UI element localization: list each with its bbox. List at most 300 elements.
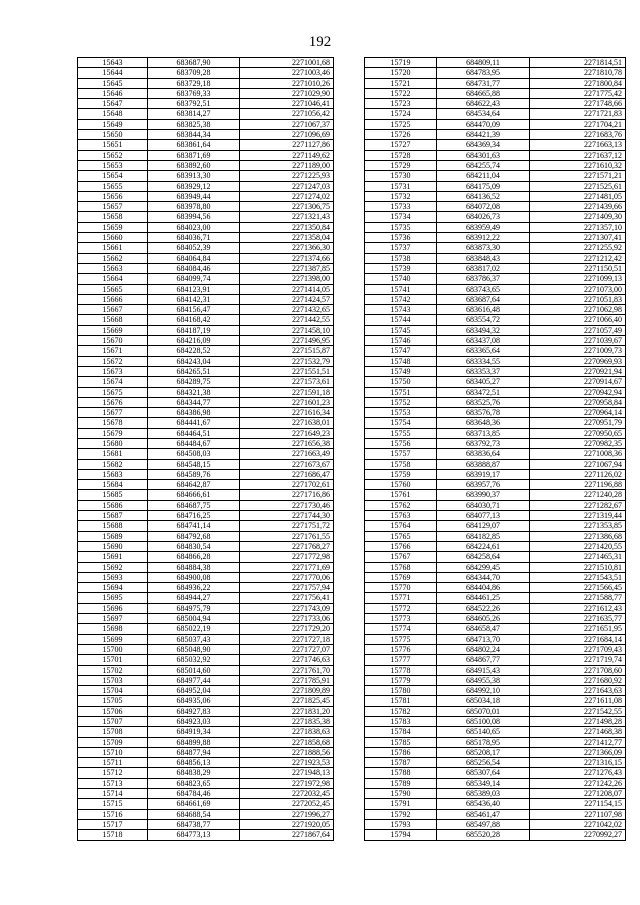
y-coordinate-cell: 2271496,95 — [240, 336, 334, 346]
x-coordinate-cell: 685022,19 — [148, 624, 240, 634]
table-row — [365, 78, 626, 88]
x-coordinate-cell: 683919,17 — [437, 469, 530, 479]
x-coordinate-cell: 683814,27 — [148, 109, 240, 119]
y-coordinate-cell: 2272032,45 — [240, 789, 334, 799]
table-row — [78, 233, 334, 243]
y-coordinate-cell: 2271439,66 — [530, 202, 626, 212]
coordinates-table-left — [77, 57, 334, 841]
point-number-cell: 15770 — [365, 583, 437, 593]
y-coordinate-cell: 2271001,68 — [240, 58, 334, 68]
x-coordinate-cell: 684642,87 — [148, 480, 240, 490]
table-row — [78, 366, 334, 376]
x-coordinate-cell: 684211,04 — [437, 171, 530, 181]
table-row — [365, 284, 626, 294]
y-coordinate-cell: 2271274,02 — [240, 191, 334, 201]
x-coordinate-cell: 684484,67 — [148, 438, 240, 448]
point-number-cell: 15741 — [365, 284, 437, 294]
point-number-cell: 15698 — [78, 624, 148, 634]
y-coordinate-cell: 2270951,79 — [530, 418, 626, 428]
y-coordinate-cell: 2271247,03 — [240, 181, 334, 191]
y-coordinate-cell: 2271127,86 — [240, 140, 334, 150]
x-coordinate-cell: 685070,01 — [437, 706, 530, 716]
y-coordinate-cell: 2271481,05 — [530, 191, 626, 201]
table-row — [78, 88, 334, 98]
point-number-cell: 15744 — [365, 315, 437, 325]
x-coordinate-cell: 683994,56 — [148, 212, 240, 222]
x-coordinate-cell: 684123,91 — [148, 284, 240, 294]
y-coordinate-cell: 2271611,08 — [530, 696, 626, 706]
x-coordinate-cell: 685461,47 — [437, 809, 530, 819]
point-number-cell: 15708 — [78, 727, 148, 737]
x-coordinate-cell: 684741,14 — [148, 521, 240, 531]
x-coordinate-cell: 684243,04 — [148, 356, 240, 366]
y-coordinate-cell: 2271468,38 — [530, 727, 626, 737]
table-row — [365, 789, 626, 799]
table-row — [78, 408, 334, 418]
y-coordinate-cell: 2271637,12 — [530, 150, 626, 160]
x-coordinate-cell: 684923,03 — [148, 717, 240, 727]
y-coordinate-cell: 2271003,46 — [240, 68, 334, 78]
point-number-cell: 15729 — [365, 160, 437, 170]
x-coordinate-cell: 684441,67 — [148, 418, 240, 428]
y-coordinate-cell: 2271066,40 — [530, 315, 626, 325]
point-number-cell: 15672 — [78, 356, 148, 366]
point-number-cell: 15680 — [78, 438, 148, 448]
y-coordinate-cell: 2271743,09 — [240, 603, 334, 613]
point-number-cell: 15767 — [365, 552, 437, 562]
point-number-cell: 15720 — [365, 68, 437, 78]
point-number-cell: 15693 — [78, 572, 148, 582]
point-number-cell: 15686 — [78, 500, 148, 510]
x-coordinate-cell: 684142,31 — [148, 294, 240, 304]
x-coordinate-cell: 684026,73 — [437, 212, 530, 222]
x-coordinate-cell: 684299,45 — [437, 562, 530, 572]
y-coordinate-cell: 2271543,51 — [530, 572, 626, 582]
y-coordinate-cell: 2271835,38 — [240, 717, 334, 727]
x-coordinate-cell: 685048,90 — [148, 644, 240, 654]
table-row — [78, 68, 334, 78]
point-number-cell: 15738 — [365, 253, 437, 263]
point-number-cell: 15673 — [78, 366, 148, 376]
table-row — [365, 274, 626, 284]
point-number-cell: 15724 — [365, 109, 437, 119]
table-row — [78, 644, 334, 654]
point-number-cell: 15671 — [78, 346, 148, 356]
x-coordinate-cell: 683888,87 — [437, 459, 530, 469]
page-number: 192 — [308, 34, 332, 50]
point-number-cell: 15651 — [78, 140, 148, 150]
point-number-cell: 15723 — [365, 99, 437, 109]
y-coordinate-cell: 2271683,76 — [530, 130, 626, 140]
point-number-cell: 15694 — [78, 583, 148, 593]
y-coordinate-cell: 2271663,49 — [240, 449, 334, 459]
point-number-cell: 15707 — [78, 717, 148, 727]
table-row — [365, 68, 626, 78]
x-coordinate-cell: 684900,08 — [148, 572, 240, 582]
y-coordinate-cell: 2271651,95 — [530, 624, 626, 634]
table-row — [78, 212, 334, 222]
table-row — [78, 634, 334, 644]
x-coordinate-cell: 684470,09 — [437, 119, 530, 129]
point-number-cell: 15730 — [365, 171, 437, 181]
table-row — [365, 366, 626, 376]
x-coordinate-cell: 684187,19 — [148, 325, 240, 335]
y-coordinate-cell: 2271009,73 — [530, 346, 626, 356]
x-coordinate-cell: 685256,54 — [437, 758, 530, 768]
point-number-cell: 15643 — [78, 58, 148, 68]
x-coordinate-cell: 684508,03 — [148, 449, 240, 459]
y-coordinate-cell: 2271458,10 — [240, 325, 334, 335]
point-number-cell: 15788 — [365, 768, 437, 778]
y-coordinate-cell: 2271785,91 — [240, 675, 334, 685]
y-coordinate-cell: 2271727,18 — [240, 634, 334, 644]
x-coordinate-cell: 683472,51 — [437, 387, 530, 397]
x-coordinate-cell: 684856,13 — [148, 758, 240, 768]
table-row — [365, 675, 626, 685]
point-number-cell: 15661 — [78, 243, 148, 253]
point-number-cell: 15762 — [365, 500, 437, 510]
x-coordinate-cell: 684877,94 — [148, 747, 240, 757]
y-coordinate-cell: 2271748,66 — [530, 99, 626, 109]
x-coordinate-cell: 683990,37 — [437, 490, 530, 500]
table-row — [78, 418, 334, 428]
table-row — [78, 624, 334, 634]
point-number-cell: 15696 — [78, 603, 148, 613]
x-coordinate-cell: 683437,08 — [437, 336, 530, 346]
x-coordinate-cell: 684534,64 — [437, 109, 530, 119]
x-coordinate-cell: 684129,07 — [437, 521, 530, 531]
point-number-cell: 15722 — [365, 88, 437, 98]
point-number-cell: 15702 — [78, 665, 148, 675]
y-coordinate-cell: 2271761,70 — [240, 665, 334, 675]
y-coordinate-cell: 2271601,23 — [240, 397, 334, 407]
y-coordinate-cell: 2271242,26 — [530, 778, 626, 788]
y-coordinate-cell: 2271972,98 — [240, 778, 334, 788]
point-number-cell: 15784 — [365, 727, 437, 737]
y-coordinate-cell: 2271276,43 — [530, 768, 626, 778]
x-coordinate-cell: 683365,64 — [437, 346, 530, 356]
point-number-cell: 15765 — [365, 531, 437, 541]
y-coordinate-cell: 2271573,61 — [240, 377, 334, 387]
x-coordinate-cell: 684792,68 — [148, 531, 240, 541]
point-number-cell: 15772 — [365, 603, 437, 613]
point-number-cell: 15774 — [365, 624, 437, 634]
point-number-cell: 15644 — [78, 68, 148, 78]
x-coordinate-cell: 683978,80 — [148, 202, 240, 212]
table-row — [365, 315, 626, 325]
table-row — [365, 541, 626, 551]
x-coordinate-cell: 684404,86 — [437, 583, 530, 593]
point-number-cell: 15737 — [365, 243, 437, 253]
y-coordinate-cell: 2271442,55 — [240, 315, 334, 325]
table-row — [78, 603, 334, 613]
x-coordinate-cell: 683769,33 — [148, 88, 240, 98]
point-number-cell: 15778 — [365, 665, 437, 675]
y-coordinate-cell: 2271810,78 — [530, 68, 626, 78]
y-coordinate-cell: 2271357,10 — [530, 222, 626, 232]
point-number-cell: 15768 — [365, 562, 437, 572]
table-row — [78, 696, 334, 706]
y-coordinate-cell: 2271212,42 — [530, 253, 626, 263]
y-coordinate-cell: 2271046,41 — [240, 99, 334, 109]
table-row — [78, 397, 334, 407]
point-number-cell: 15745 — [365, 325, 437, 335]
y-coordinate-cell: 2271680,92 — [530, 675, 626, 685]
x-coordinate-cell: 683687,90 — [148, 58, 240, 68]
x-coordinate-cell: 683494,32 — [437, 325, 530, 335]
point-number-cell: 15648 — [78, 109, 148, 119]
table-row — [365, 778, 626, 788]
x-coordinate-cell: 684622,43 — [437, 99, 530, 109]
table-row — [365, 830, 626, 840]
table-row — [365, 397, 626, 407]
y-coordinate-cell: 2271240,28 — [530, 490, 626, 500]
y-coordinate-cell: 2271039,67 — [530, 336, 626, 346]
y-coordinate-cell: 2271588,77 — [530, 593, 626, 603]
point-number-cell: 15779 — [365, 675, 437, 685]
point-number-cell: 15670 — [78, 336, 148, 346]
point-number-cell: 15685 — [78, 490, 148, 500]
x-coordinate-cell: 683709,28 — [148, 68, 240, 78]
y-coordinate-cell: 2271612,43 — [530, 603, 626, 613]
x-coordinate-cell: 684036,71 — [148, 233, 240, 243]
x-coordinate-cell: 684936,22 — [148, 583, 240, 593]
point-number-cell: 15740 — [365, 274, 437, 284]
table-row — [365, 634, 626, 644]
point-number-cell: 15690 — [78, 541, 148, 551]
table-row — [78, 356, 334, 366]
x-coordinate-cell: 684919,34 — [148, 727, 240, 737]
table-row — [365, 253, 626, 263]
point-number-cell: 15734 — [365, 212, 437, 222]
y-coordinate-cell: 2271649,23 — [240, 428, 334, 438]
x-coordinate-cell: 683817,02 — [437, 263, 530, 273]
y-coordinate-cell: 2271948,13 — [240, 768, 334, 778]
point-number-cell: 15657 — [78, 202, 148, 212]
y-coordinate-cell: 2270914,67 — [530, 377, 626, 387]
point-number-cell: 15681 — [78, 449, 148, 459]
table-row — [78, 531, 334, 541]
table-row — [78, 171, 334, 181]
x-coordinate-cell: 685014,60 — [148, 665, 240, 675]
y-coordinate-cell: 2271208,07 — [530, 789, 626, 799]
y-coordinate-cell: 2271306,75 — [240, 202, 334, 212]
point-number-cell: 15783 — [365, 717, 437, 727]
x-coordinate-cell: 683825,38 — [148, 119, 240, 129]
point-number-cell: 15731 — [365, 181, 437, 191]
x-coordinate-cell: 683871,69 — [148, 150, 240, 160]
x-coordinate-cell: 684977,44 — [148, 675, 240, 685]
y-coordinate-cell: 2271838,63 — [240, 727, 334, 737]
point-number-cell: 15748 — [365, 356, 437, 366]
y-coordinate-cell: 2271709,43 — [530, 644, 626, 654]
point-number-cell: 15662 — [78, 253, 148, 263]
x-coordinate-cell: 684369,34 — [437, 140, 530, 150]
x-coordinate-cell: 684823,65 — [148, 778, 240, 788]
table-row — [365, 171, 626, 181]
point-number-cell: 15771 — [365, 593, 437, 603]
point-number-cell: 15712 — [78, 768, 148, 778]
y-coordinate-cell: 2271319,44 — [530, 511, 626, 521]
y-coordinate-cell: 2271770,06 — [240, 572, 334, 582]
point-number-cell: 15684 — [78, 480, 148, 490]
point-number-cell: 15753 — [365, 408, 437, 418]
y-coordinate-cell: 2271888,56 — [240, 747, 334, 757]
y-coordinate-cell: 2271358,04 — [240, 233, 334, 243]
x-coordinate-cell: 685349,14 — [437, 778, 530, 788]
point-number-cell: 15660 — [78, 233, 148, 243]
point-number-cell: 15649 — [78, 119, 148, 129]
table-row — [365, 665, 626, 675]
y-coordinate-cell: 2271073,00 — [530, 284, 626, 294]
x-coordinate-cell: 684784,46 — [148, 789, 240, 799]
table-row — [365, 624, 626, 634]
point-number-cell: 15689 — [78, 531, 148, 541]
table-row — [365, 480, 626, 490]
table-row — [365, 459, 626, 469]
table-row — [78, 58, 334, 68]
table-row — [78, 119, 334, 129]
y-coordinate-cell: 2271350,84 — [240, 222, 334, 232]
point-number-cell: 15711 — [78, 758, 148, 768]
point-number-cell: 15667 — [78, 305, 148, 315]
x-coordinate-cell: 684030,71 — [437, 500, 530, 510]
x-coordinate-cell: 685140,65 — [437, 727, 530, 737]
x-coordinate-cell: 683743,65 — [437, 284, 530, 294]
table-row — [365, 99, 626, 109]
y-coordinate-cell: 2271729,20 — [240, 624, 334, 634]
x-coordinate-cell: 684899,88 — [148, 737, 240, 747]
y-coordinate-cell: 2271432,65 — [240, 305, 334, 315]
y-coordinate-cell: 2271353,85 — [530, 521, 626, 531]
table-row — [365, 263, 626, 273]
x-coordinate-cell: 683405,27 — [437, 377, 530, 387]
x-coordinate-cell: 685004,94 — [148, 614, 240, 624]
y-coordinate-cell: 2271515,87 — [240, 346, 334, 356]
point-number-cell: 15674 — [78, 377, 148, 387]
y-coordinate-cell: 2271056,42 — [240, 109, 334, 119]
point-number-cell: 15646 — [78, 88, 148, 98]
point-number-cell: 15749 — [365, 366, 437, 376]
table-row — [78, 747, 334, 757]
table-row — [78, 294, 334, 304]
point-number-cell: 15647 — [78, 99, 148, 109]
x-coordinate-cell: 684461,25 — [437, 593, 530, 603]
x-coordinate-cell: 684661,69 — [148, 799, 240, 809]
table-row — [78, 305, 334, 315]
x-coordinate-cell: 683861,64 — [148, 140, 240, 150]
point-number-cell: 15683 — [78, 469, 148, 479]
point-number-cell: 15761 — [365, 490, 437, 500]
table-row — [365, 109, 626, 119]
table-row — [78, 99, 334, 109]
table-row — [78, 253, 334, 263]
point-number-cell: 15719 — [365, 58, 437, 68]
point-number-cell: 15709 — [78, 737, 148, 747]
point-number-cell: 15732 — [365, 191, 437, 201]
x-coordinate-cell: 683873,30 — [437, 243, 530, 253]
x-coordinate-cell: 684738,77 — [148, 819, 240, 829]
point-number-cell: 15654 — [78, 171, 148, 181]
table-row — [78, 727, 334, 737]
table-row — [78, 655, 334, 665]
point-number-cell: 15792 — [365, 809, 437, 819]
x-coordinate-cell: 684713,70 — [437, 634, 530, 644]
y-coordinate-cell: 2271996,27 — [240, 809, 334, 819]
x-coordinate-cell: 684658,47 — [437, 624, 530, 634]
table-row — [365, 202, 626, 212]
x-coordinate-cell: 684830,54 — [148, 541, 240, 551]
point-number-cell: 15790 — [365, 789, 437, 799]
y-coordinate-cell: 2270921,94 — [530, 366, 626, 376]
x-coordinate-cell: 683892,60 — [148, 160, 240, 170]
table-row — [78, 387, 334, 397]
x-coordinate-cell: 683792,73 — [437, 438, 530, 448]
table-row — [365, 233, 626, 243]
table-row — [78, 284, 334, 294]
point-number-cell: 15718 — [78, 830, 148, 840]
table-row — [78, 160, 334, 170]
x-coordinate-cell: 684809,11 — [437, 58, 530, 68]
table-row — [365, 809, 626, 819]
x-coordinate-cell: 684421,39 — [437, 130, 530, 140]
x-coordinate-cell: 684802,24 — [437, 644, 530, 654]
table-row — [78, 819, 334, 829]
point-number-cell: 15743 — [365, 305, 437, 315]
y-coordinate-cell: 2271702,61 — [240, 480, 334, 490]
table-row — [78, 428, 334, 438]
point-number-cell: 15746 — [365, 336, 437, 346]
y-coordinate-cell: 2271051,83 — [530, 294, 626, 304]
y-coordinate-cell: 2270969,93 — [530, 356, 626, 366]
table-row — [78, 459, 334, 469]
table-body — [365, 58, 626, 841]
y-coordinate-cell: 2271923,53 — [240, 758, 334, 768]
table-row — [78, 830, 334, 840]
point-number-cell: 15713 — [78, 778, 148, 788]
point-number-cell: 15652 — [78, 150, 148, 160]
x-coordinate-cell: 684175,09 — [437, 181, 530, 191]
x-coordinate-cell: 683648,36 — [437, 418, 530, 428]
table-row — [365, 418, 626, 428]
x-coordinate-cell: 685032,92 — [148, 655, 240, 665]
table-row — [78, 263, 334, 273]
x-coordinate-cell: 685389,03 — [437, 789, 530, 799]
y-coordinate-cell: 2271225,93 — [240, 171, 334, 181]
table-row — [78, 572, 334, 582]
point-number-cell: 15700 — [78, 644, 148, 654]
point-number-cell: 15786 — [365, 747, 437, 757]
table-row — [78, 325, 334, 335]
point-number-cell: 15705 — [78, 696, 148, 706]
point-number-cell: 15781 — [365, 696, 437, 706]
y-coordinate-cell: 2271814,51 — [530, 58, 626, 68]
point-number-cell: 15703 — [78, 675, 148, 685]
table-row — [365, 737, 626, 747]
point-number-cell: 15787 — [365, 758, 437, 768]
x-coordinate-cell: 685037,43 — [148, 634, 240, 644]
x-coordinate-cell: 683334,55 — [437, 356, 530, 366]
x-coordinate-cell: 684386,98 — [148, 408, 240, 418]
table-row — [365, 521, 626, 531]
y-coordinate-cell: 2271727,07 — [240, 644, 334, 654]
y-coordinate-cell: 2271414,05 — [240, 284, 334, 294]
x-coordinate-cell: 684064,84 — [148, 253, 240, 263]
x-coordinate-cell: 683554,72 — [437, 315, 530, 325]
point-number-cell: 15688 — [78, 521, 148, 531]
point-number-cell: 15701 — [78, 655, 148, 665]
y-coordinate-cell: 2271733,06 — [240, 614, 334, 624]
